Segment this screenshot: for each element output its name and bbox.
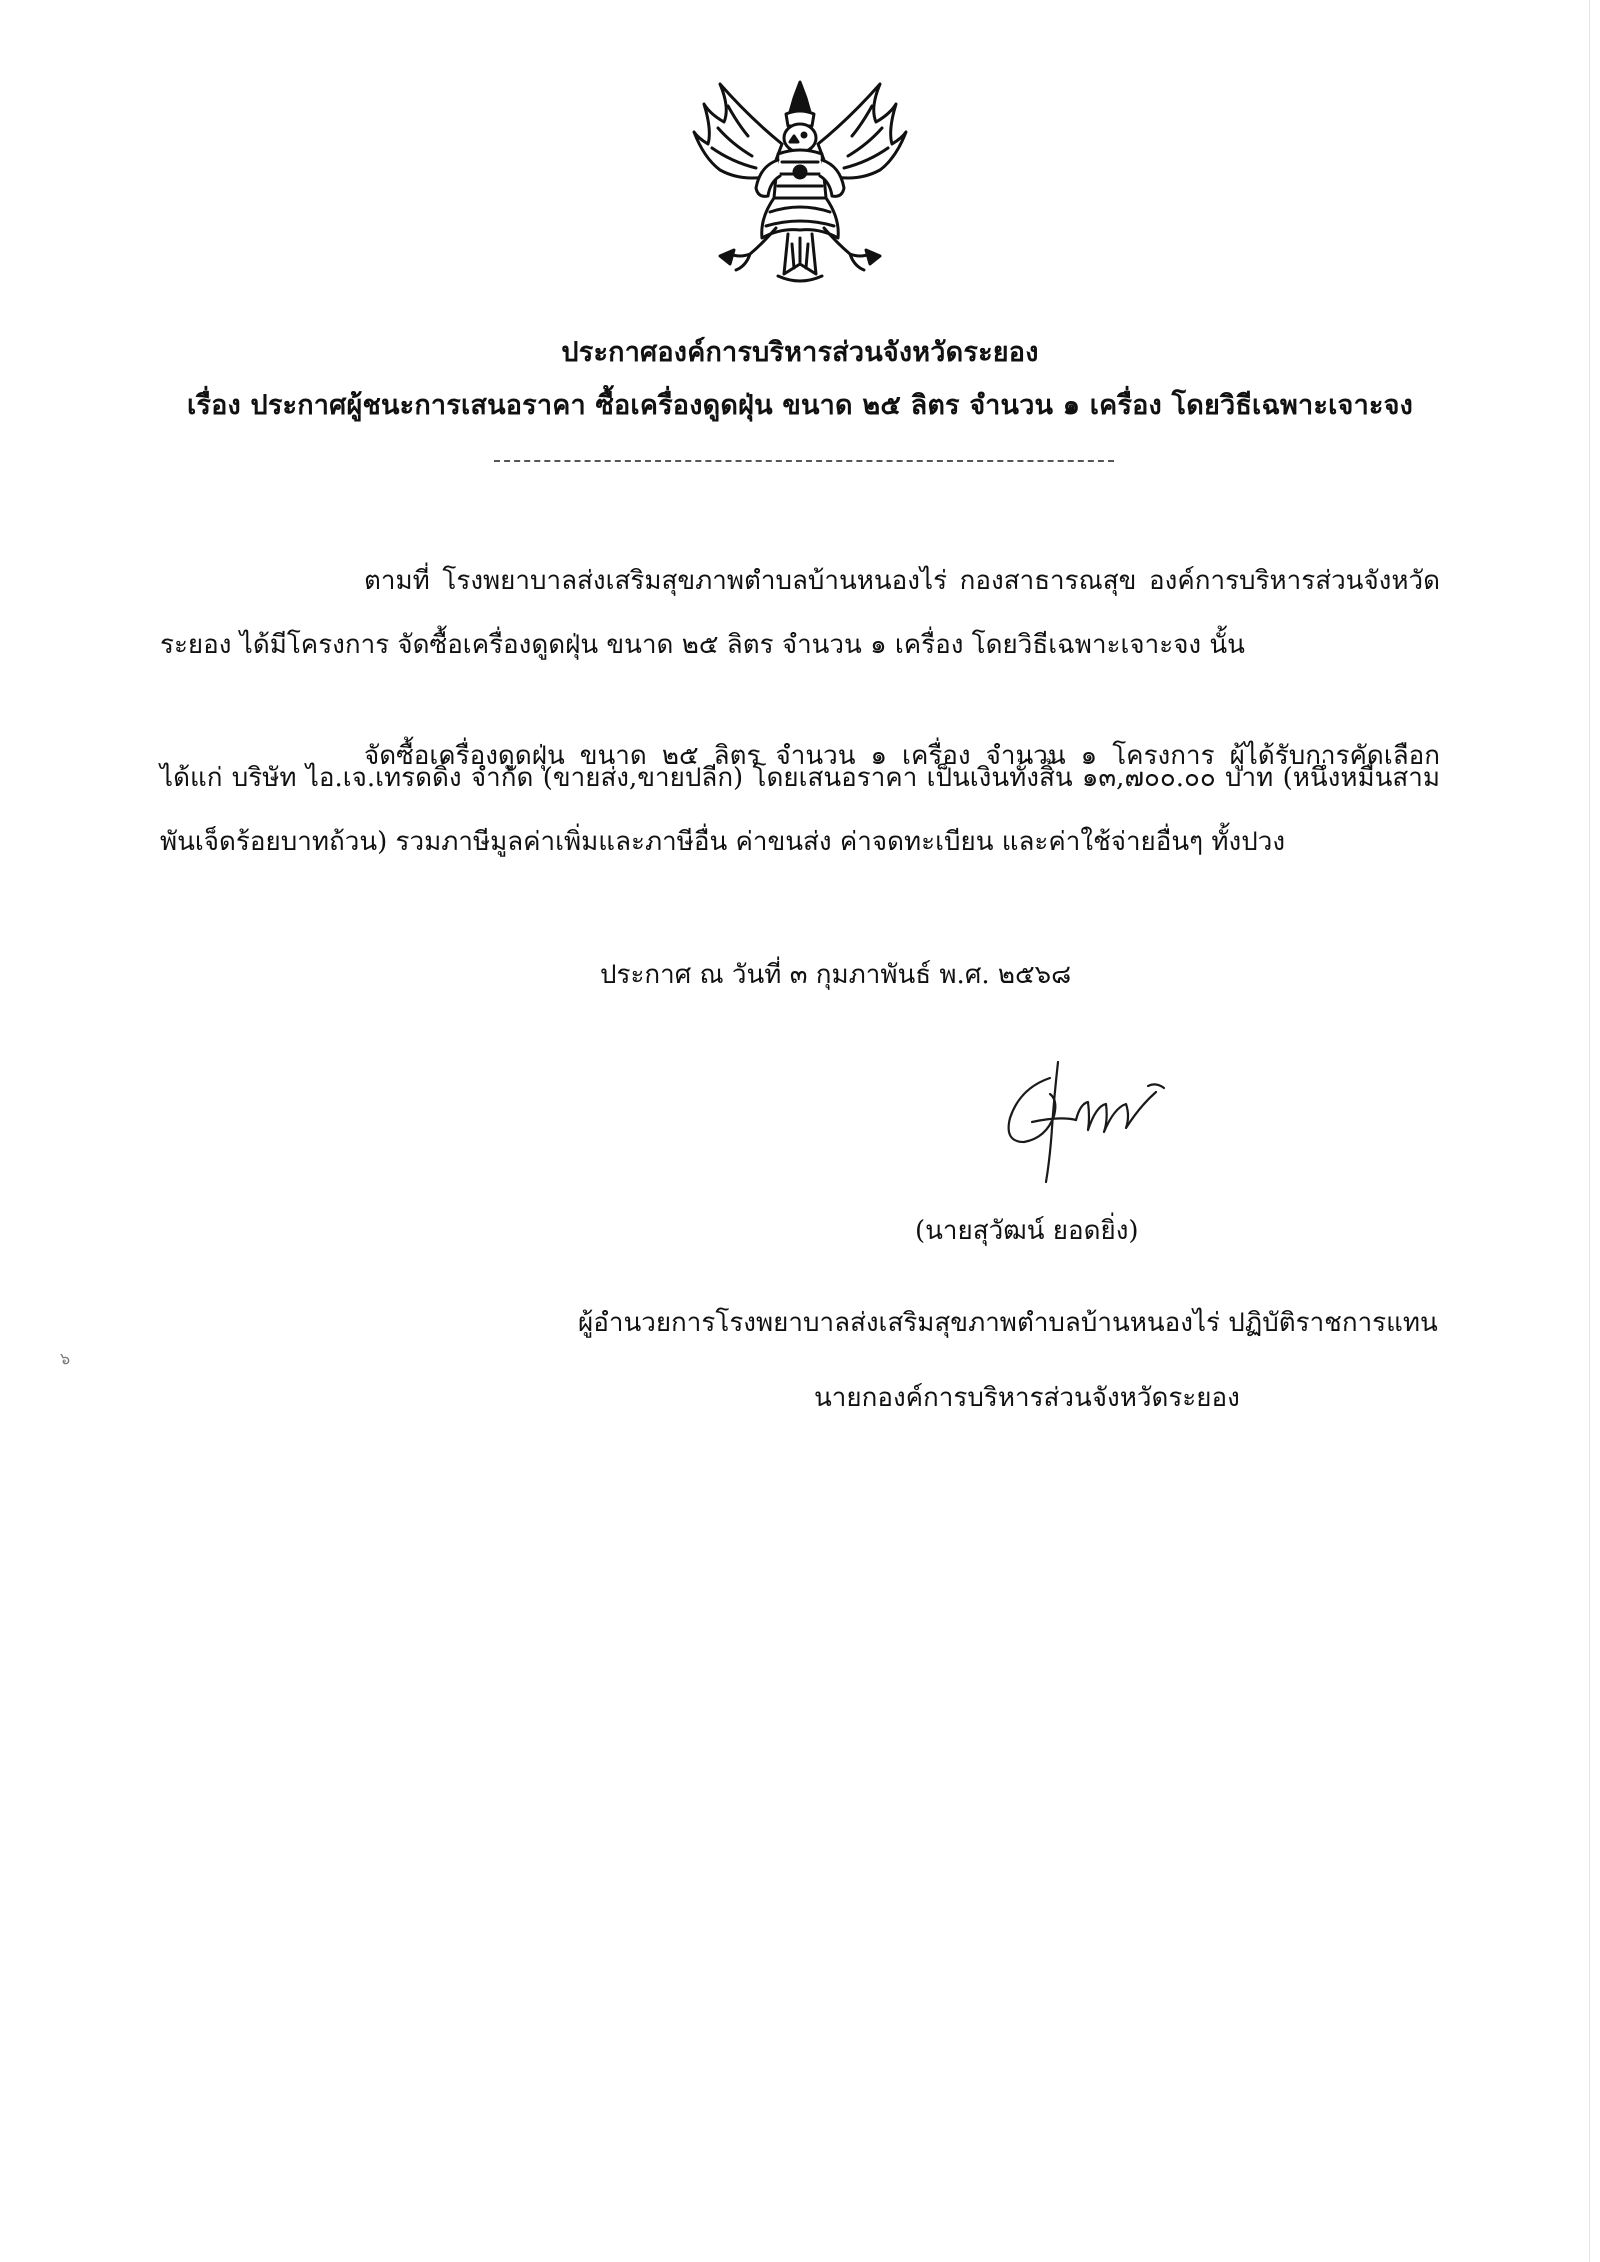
stray-mark: ๖ (60, 1349, 71, 1368)
signature-icon (980, 1058, 1180, 1188)
paragraph-2-line-1: จัดซื้อเครื่องดูดฝุ่น ขนาด ๒๕ ลิตร จำนวน ๑ เครื่อง จำนวน ๑ โครงการ ผู้ได้รับการคัดเลือก (364, 741, 1440, 771)
paragraph-2-line-3: พันเจ็ดร้อยบาทถ้วน) รวมภาษีมูลค่าเพิ่มและภาษีอื่น ค่าขนส่ง ค่าจดทะเบียน และค่าใช้จ่ายอื่นๆ ทั้งปวง (160, 827, 1286, 857)
paragraph-1-line-1: ตามที่ โรงพยาบาลส่งเสริมสุขภาพตำบลบ้านหนองไร่ กองสาธารณสุข องค์การบริหารส่วนจังหวัด (364, 566, 1440, 596)
signer-position-line-2: นายกองค์การบริหารส่วนจังหวัดระยอง (814, 1383, 1240, 1413)
announcement-subject: เรื่อง ประกาศผู้ชนะการเสนอราคา ซื้อเครื่องดูดฝุ่น ขนาด ๒๕ ลิตร จำนวน ๑ เครื่อง โดยวิธีเฉพาะเจาะจง (186, 390, 1414, 421)
announce-date: ประกาศ ณ วันที่ ๓ กุมภาพันธ์ พ.ศ. ๒๕๖๘ (600, 960, 1072, 990)
paragraph-1-line-2: ระยอง ได้มีโครงการ จัดซื้อเครื่องดูดฝุ่น ขนาด ๒๕ ลิตร จำนวน ๑ เครื่อง โดยวิธีเฉพาะเจาะจง นั้น (160, 630, 1245, 660)
announcement-title: ประกาศองค์การบริหารส่วนจังหวัดระยอง (561, 337, 1039, 368)
title-divider (494, 460, 1114, 462)
signer-name: (นายสุวัฒน์ ยอดยิ่ง) (915, 1216, 1139, 1246)
signer-position-line-1: ผู้อำนวยการโรงพยาบาลส่งเสริมสุขภาพตำบลบ้านหนองไร่ ปฏิบัติราชการแทน (578, 1308, 1438, 1338)
paragraph-2-line-2: ได้แก่ บริษัท ไอ.เจ.เทรดดิ้ง จำกัด (ขายส่ง,ขายปลีก) โดยเสนอราคา เป็นเงินทั้งสิ้น ๑๓,๗๐๐.๐๐ บาท (หนึ่งหมื่นสาม (160, 763, 1440, 793)
garuda-emblem-icon (690, 78, 910, 290)
